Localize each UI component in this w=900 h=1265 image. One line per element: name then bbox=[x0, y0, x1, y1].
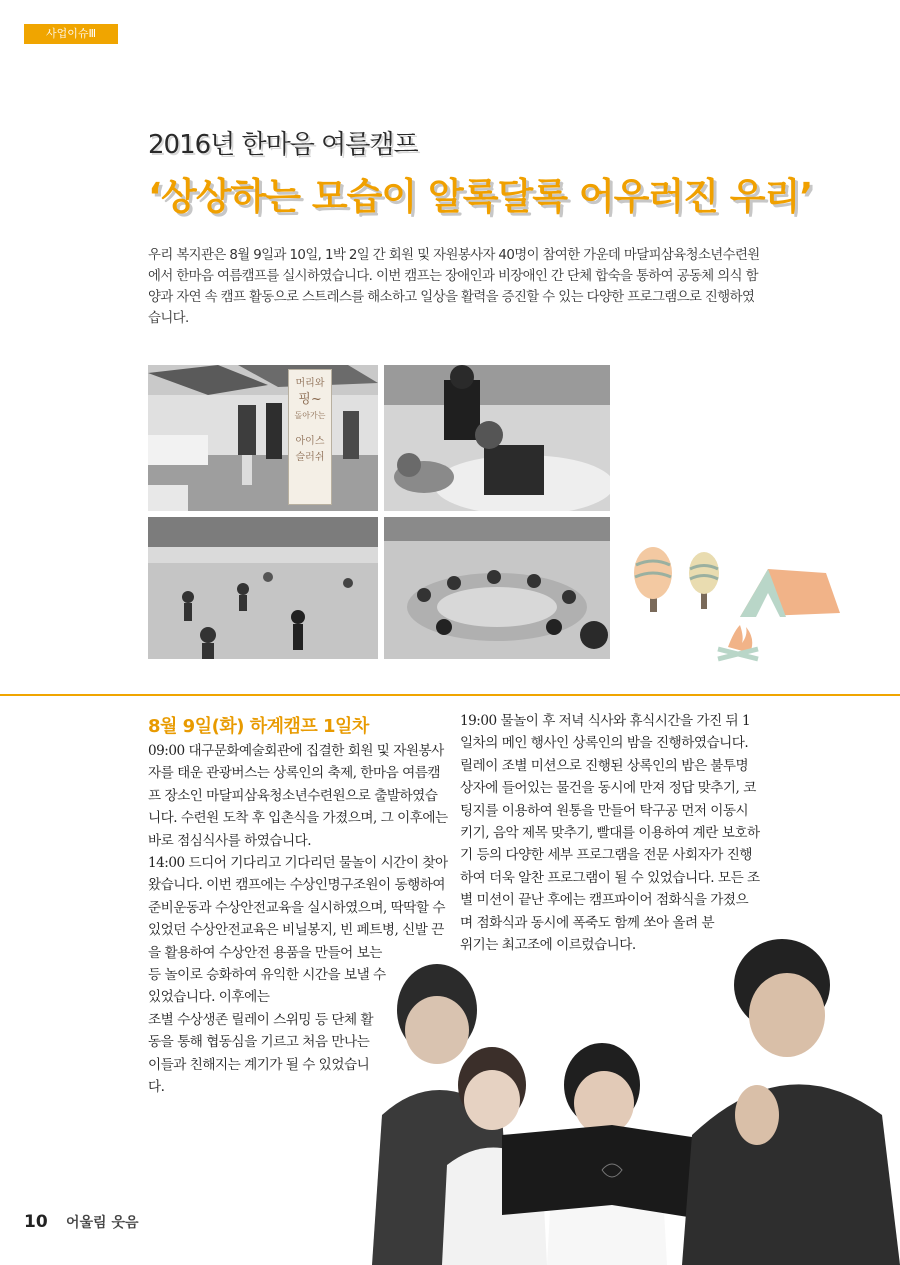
photo-sign: 머리와 핑~ 돌아가는 아이스 슬러쉬 bbox=[288, 369, 332, 505]
intro-paragraph: 우리 복지관은 8월 9일과 10일, 1박 2일 간 회원 및 자원봉사자 40명이 참여한 가운데 마달피삼육청소년수련원에서 한마음 여름캠프를 실시하였습니다. 이번 캠프는 장애인과 비장애인 간 단체 합숙을 통하여 공동체 의식 함양과 자연 속 캠프 활동으로 스트레스를 해소하고 일상을 활력을 증진할 수 있는 다양한 프로그램으로 진행하였습니다. bbox=[148, 248, 760, 326]
camp-illustration bbox=[628, 535, 848, 675]
tree-icon bbox=[634, 547, 672, 612]
section-heading: 8월 9일(화) 하계캠프 1일차 bbox=[148, 716, 369, 737]
article-right-column bbox=[460, 710, 760, 956]
article-subtitle: 2016년 한마음 여름캠프 bbox=[148, 130, 418, 160]
article-title: ‘상상하는 모습이 알록달록 어우러진 우리’ bbox=[148, 175, 813, 218]
article-paragraph: 을 활용하여 수상안전 용품을 만들어 보는 등 놀이로 승화하여 유익한 시간을 보낼 수 있었습니다. 이후에는 bbox=[148, 944, 386, 1006]
tent-icon bbox=[740, 569, 840, 617]
photo-water-rescue bbox=[384, 365, 610, 511]
article-paragraph: 19:00 물놀이 후 저녁 식사와 휴식시간을 가진 뒤 1일차의 메인 행사인 상록인의 밤을 진행하였습니다. 릴레이 조별 미션으로 진행된 상록인의 밤은 불투명 상자에 들어있는 물건을 동시에 만져 정답 맞추기, 코팅지를 이용하여 원통을 만들어 탁구공 먼저 이동시키기, 음악 제목 맞추기, 빨대를 이용하여 계란 보호하기 등의 다양한 세부 프로그램을 전문 사회자가 진행하여 더욱 알찬 프로그램이 될 수 있었습니다. 모든 조별 미션이 끝난 후에는 캠프파이어 점화식을 가졌으 bbox=[460, 713, 760, 909]
article-paragraph: 며 점화식과 동시에 폭죽도 함께 쏘아 올려 분위기는 최고조에 이르렀습니다. bbox=[460, 914, 715, 954]
article-paragraph: 조별 수상생존 릴레이 스위밍 등 단체 활동을 통해 협동심을 기르고 처음 만나는 이들과 친해지는 계기가 될 수 있었습니다. bbox=[148, 1011, 374, 1096]
page-number: 10 bbox=[24, 1212, 48, 1232]
magazine-logo: 어울림 웃음 bbox=[66, 1215, 139, 1231]
article-paragraph: 14:00 드디어 기다리고 기다리던 물놀이 시간이 찾아왔습니다. 이번 캠프에는 수상인명구조원이 동행하여 준비운동과 수상안전교육을 실시하였으며, 딱딱할 수 있었던 수상안전교육은 비닐봉지, 빈 페트병, 신발 끈 bbox=[148, 855, 448, 939]
photo-pool-circle bbox=[384, 517, 610, 659]
article-paragraph: 09:00 대구문화예술회관에 집결한 회원 및 자원봉사자를 태운 관광버스는 상록인의 축제, 한마음 여름캠프 장소인 마달피삼육청소년수련원으로 출발하였습니다. 수련원 도착 후 입촌식을 가졌으며, 그 이후에는 바로 점심식사를 하였습니다. bbox=[148, 743, 448, 849]
photo-registration-tent bbox=[148, 365, 378, 511]
section-tag: 사업이슈Ⅲ bbox=[24, 24, 118, 44]
campfire-icon bbox=[718, 625, 758, 659]
photo-pool-wide bbox=[148, 517, 378, 659]
tree-icon bbox=[689, 552, 719, 609]
section-divider bbox=[0, 694, 900, 696]
photo-participants bbox=[362, 935, 900, 1265]
